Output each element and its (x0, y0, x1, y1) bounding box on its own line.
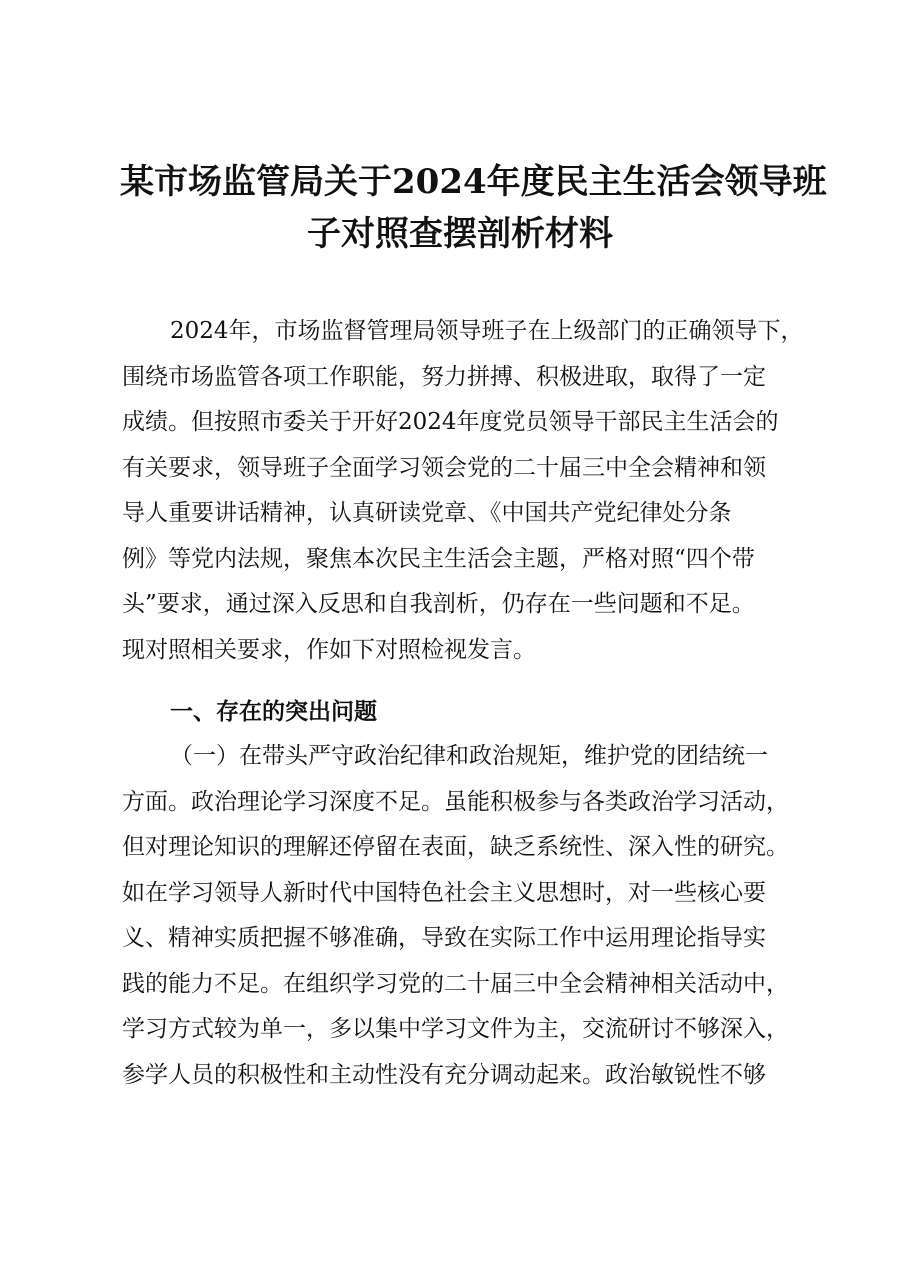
title-line-1: 某市场监管局关于2024年度民主生活会领导班 (120, 162, 827, 202)
paragraph-line: 围绕市场监管各项工作职能，努力拼搏、积极进取，取得了一定 (122, 363, 766, 390)
paragraph-line: 如在学习领导人新时代中国特色社会主义思想时，对一些核心要 (122, 879, 766, 906)
title-line-2: 子对照查摆剖析材料 (307, 214, 613, 254)
paragraph-line: 参学人员的积极性和主动性没有充分调动起来。政治敏锐性不够 (122, 1061, 766, 1088)
paragraph-line: 导人重要讲话精神，认真研读党章、《中国共产党纪律处分条 (122, 500, 732, 526)
paragraph-line: 但对理论知识的理解还停留在表面，缺乏系统性、深入性的研究。 (122, 834, 789, 860)
intro-paragraph (122, 309, 802, 673)
paragraph-line: 2024年，市场监督管理局领导班子在上级部门的正确领导下， (170, 318, 804, 344)
paragraph-line: 有关要求，领导班子全面学习领会党的二十届三中全会精神和领 (122, 454, 766, 481)
section-paragraph (122, 734, 802, 1098)
paragraph-line: 现对照相关要求，作如下对照检视发言。 (122, 636, 536, 663)
paragraph-line: 成绩。但按照市委关于开好2024年度党员领导干部民主生活会的 (122, 409, 779, 435)
paragraph-line: 践的能力不足。在组织学习党的二十届三中全会精神相关活动中， (122, 970, 789, 997)
document-title (120, 156, 827, 260)
paragraph-line: 学习方式较为单一，多以集中学习文件为主，交流研讨不够深入， (122, 1016, 789, 1042)
paragraph-line: 头”要求，通过深入反思和自我剖析，仍存在一些问题和不足。 (122, 591, 755, 617)
paragraph-line: 方面。政治理论学习深度不足。虽能积极参与各类政治学习活动， (122, 788, 789, 815)
paragraph-line: （一）在带头严守政治纪律和政治规矩，维护党的团结统一 (170, 743, 768, 769)
paragraph-line: 义、精神实质把握不够准确，导致在实际工作中运用理论指导实 (122, 925, 766, 951)
section-heading: 一、存在的突出问题 (170, 699, 377, 725)
paragraph-line: 例》等党内法规，聚焦本次民主生活会主题，严格对照“四个带 (122, 545, 755, 572)
